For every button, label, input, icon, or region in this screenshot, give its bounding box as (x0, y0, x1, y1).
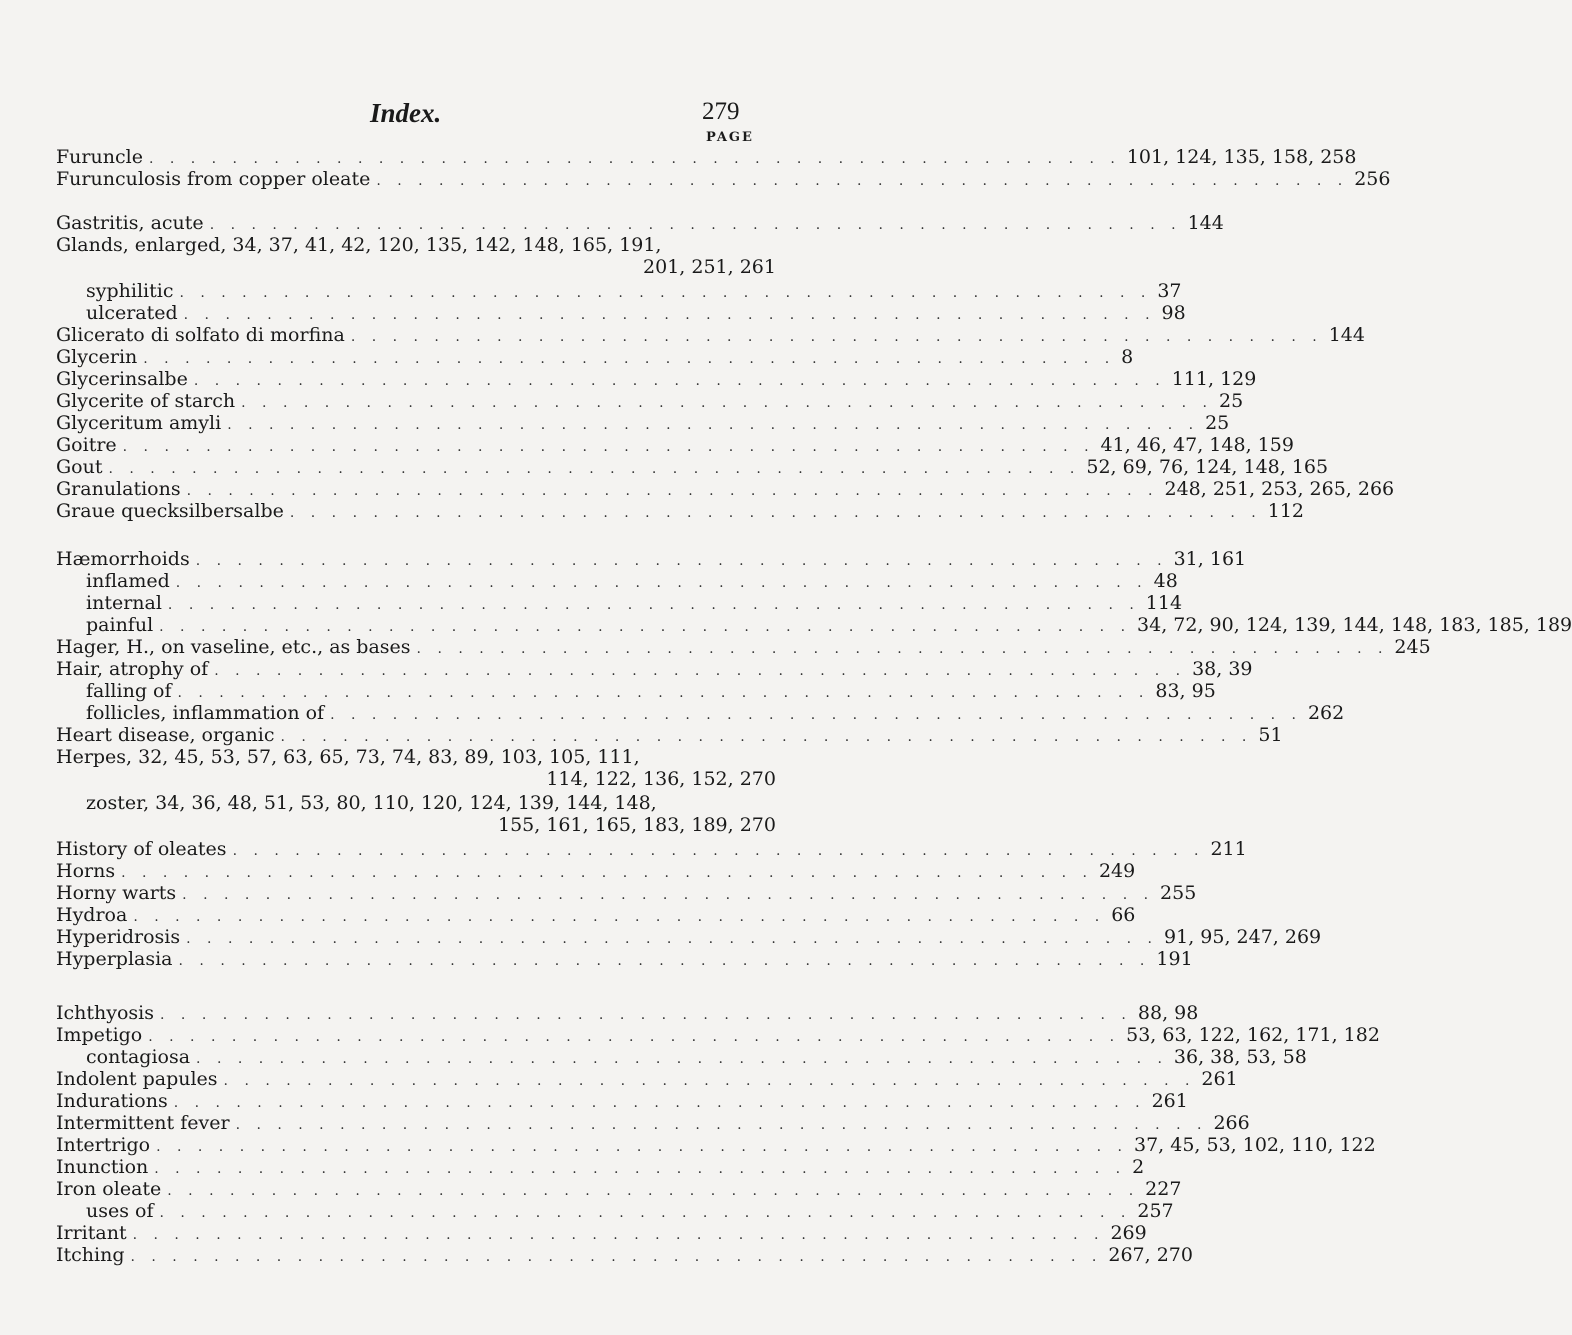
dot-leader: . . . . . . . . . . . . . . . . . . . . . . . . . . . . . . . . . . . . . . . . . . . . . . . (167, 597, 1140, 613)
index-pages: 8 (1121, 346, 1134, 368)
index-entry (56, 1090, 1188, 1112)
index-pages: 245 (1394, 636, 1431, 658)
index-term: Hyperidrosis (56, 926, 181, 948)
index-term: follicles, inflammation of (86, 702, 325, 724)
index-entry (56, 860, 1136, 882)
index-pages: 261 (1201, 1068, 1238, 1090)
dot-leader: . . . . . . . . . . . . . . . . . . . . . . . . . . . . . . . . . . . . . . . . . . . . . . . (209, 217, 1182, 233)
dot-leader: . . . . . . . . . . . . . . . . . . . . . . . . . . . . . . . . . . . . . . . . . . . . . . . (177, 685, 1150, 701)
index-entry (56, 948, 1193, 970)
index-term: History of oleates (56, 838, 227, 860)
index-pages: 248, 251, 253, 265, 266 (1164, 478, 1395, 500)
index-entry (56, 1244, 1193, 1266)
index-term: Hager, H., on vaseline, etc., as bases (56, 636, 411, 658)
index-entry (56, 346, 1134, 368)
running-title: Index. (370, 98, 442, 128)
index-term: zoster, 34, 36, 48, 51, 53, 80, 110, 120, 124, 139, 144, 148, (86, 792, 657, 814)
dot-leader: . . . . . . . . . . . . . . . . . . . . . . . . . . . . . . . . . . . . . . . . . . . . . . . (416, 641, 1389, 657)
index-pages: 144 (1328, 324, 1365, 346)
index-pages: 53, 63, 122, 162, 171, 182 (1126, 1024, 1380, 1046)
index-pages-continued: 201, 251, 261 (643, 256, 776, 278)
dot-leader: . . . . . . . . . . . . . . . . . . . . . . . . . . . . . . . . . . . . . . . . . . . . . . . (186, 931, 1159, 947)
index-pages: 267, 270 (1108, 1244, 1193, 1266)
page-label: PAGE (706, 130, 754, 145)
index-term: ulcerated (86, 302, 178, 324)
index-pages: 191 (1156, 948, 1193, 970)
index-term: Horns (56, 860, 116, 882)
index-term: Gout (56, 456, 103, 478)
index-term: inflamed (86, 570, 170, 592)
index-entry (56, 636, 1431, 658)
index-term: Heart disease, organic (56, 724, 275, 746)
index-pages: 261 (1151, 1090, 1188, 1112)
index-pages: 227 (1145, 1178, 1182, 1200)
index-pages: 256 (1354, 168, 1391, 190)
index-entry (56, 904, 1136, 926)
dot-leader: . . . . . . . . . . . . . . . . . . . . . . . . . . . . . . . . . . . . . . . . . . . . . . . (173, 1095, 1146, 1111)
index-pages: 98 (1161, 302, 1186, 324)
index-pages: 48 (1153, 570, 1178, 592)
dot-leader: . . . . . . . . . . . . . . . . . . . . . . . . . . . . . . . . . . . . . . . . . . . . . . . (156, 1139, 1128, 1155)
index-term: Intermittent fever (56, 1112, 230, 1134)
index-term: Hæmorrhoids (56, 548, 190, 570)
index-pages: 2 (1132, 1156, 1145, 1178)
index-subentry (86, 614, 1572, 636)
dot-leader: . . . . . . . . . . . . . . . . . . . . . . . . . . . . . . . . . . . . . . . . . . . . . . . (183, 307, 1156, 323)
index-pages: 52, 69, 76, 124, 148, 165 (1086, 456, 1329, 478)
index-pages: 31, 161 (1173, 548, 1247, 570)
index-pages: 36, 38, 53, 58 (1173, 1046, 1307, 1068)
index-entry (56, 1112, 1250, 1134)
index-term: Ichthyosis (56, 1002, 155, 1024)
index-pages: 66 (1111, 904, 1136, 926)
index-term: internal (86, 592, 162, 614)
dot-leader: . . . . . . . . . . . . . . . . . . . . . . . . . . . . . . . . . . . . . . . . . . . . . . . (143, 351, 1116, 367)
index-pages: 266 (1213, 1112, 1250, 1134)
index-term: Glycerin (56, 346, 138, 368)
index-entry (56, 412, 1230, 434)
dot-leader: . . . . . . . . . . . . . . . . . . . . . . . . . . . . . . . . . . . . . . . . . . . . . . . (121, 865, 1093, 881)
index-term: Intertrigo (56, 1134, 151, 1156)
index-entry (56, 390, 1244, 412)
dot-leader: . . . . . . . . . . . . . . . . . . . . . . . . . . . . . . . . . . . . . . . . . . . . . . . (223, 1073, 1196, 1089)
index-pages-continued: 114, 122, 136, 152, 270 (546, 768, 776, 790)
index-entry (56, 1024, 1380, 1046)
index-entry (56, 324, 1365, 346)
index-entry (56, 1178, 1182, 1200)
index-subentry (86, 570, 1178, 592)
index-term: Furuncle (56, 146, 143, 168)
dot-leader: . . . . . . . . . . . . . . . . . . . . . . . . . . . . . . . . . . . . . . . . . . . . . . . (196, 1051, 1168, 1067)
dot-leader: . . . . . . . . . . . . . . . . . . . . . . . . . . . . . . . . . . . . . . . . . . . . . . . (193, 373, 1166, 389)
index-entry (56, 500, 1305, 522)
index-subentry (86, 592, 1183, 614)
index-term: uses of (86, 1200, 154, 1222)
index-pages: 144 (1187, 212, 1224, 234)
index-term: Graue quecksilbersalbe (56, 500, 284, 522)
index-term: contagiosa (86, 1046, 191, 1068)
index-subentry (86, 1200, 1174, 1222)
index-term: Glyceritum amyli (56, 412, 222, 434)
index-entry (56, 456, 1329, 478)
index-term: syphilitic (86, 280, 174, 302)
index-term: Irritant (56, 1222, 127, 1244)
index-pages: 51 (1258, 724, 1283, 746)
index-term: Impetigo (56, 1024, 143, 1046)
index-subentry (86, 702, 1345, 724)
index-pages: 262 (1307, 702, 1345, 724)
index-term: Glycerinsalbe (56, 368, 188, 390)
dot-leader: . . . . . . . . . . . . . . . . . . . . . . . . . . . . . . . . . . . . . . . . . . . . . . . (179, 285, 1152, 301)
index-term: Hydroa (56, 904, 128, 926)
dot-leader: . . . . . . . . . . . . . . . . . . . . . . . . . . . . . . . . . . . . . . . . . . . . . . . (289, 505, 1262, 521)
index-entry (56, 1002, 1199, 1024)
index-subentry (86, 792, 776, 814)
index-subentry (86, 1046, 1307, 1068)
index-term: Indolent papules (56, 1068, 218, 1090)
dot-leader: . . . . . . . . . . . . . . . . . . . . . . . . . . . . . . . . . . . . . . . . . . . . . . . (148, 1029, 1121, 1045)
index-term: Glands, enlarged, 34, 37, 41, 42, 120, 135, 142, 148, 165, 191, (56, 234, 662, 256)
index-entry (56, 1068, 1238, 1090)
index-term: falling of (86, 680, 172, 702)
index-subentry (86, 680, 1216, 702)
index-pages: 37 (1157, 280, 1182, 302)
index-entry (56, 1134, 1376, 1156)
index-entry (56, 146, 1357, 168)
index-pages: 37, 45, 53, 102, 110, 122 (1133, 1134, 1376, 1156)
dot-leader: . . . . . . . . . . . . . . . . . . . . . . . . . . . . . . . . . . . . . . . . . . . . . . . (108, 461, 1081, 477)
index-pages: 34, 72, 90, 124, 139, 144, 148, 183, 185, 189 (1137, 614, 1572, 636)
index-term: Indurations (56, 1090, 168, 1112)
index-entry (56, 368, 1257, 390)
index-pages: 111, 129 (1171, 368, 1257, 390)
index-entry (56, 234, 776, 256)
dot-leader: . . . . . . . . . . . . . . . . . . . . . . . . . . . . . . . . . . . . . . . . . . . . . . . (235, 1117, 1208, 1133)
index-pages: 41, 46, 47, 148, 159 (1100, 434, 1294, 456)
dot-leader: . . . . . . . . . . . . . . . . . . . . . . . . . . . . . . . . . . . . . . . . . . . . . . . (350, 329, 1323, 345)
dot-leader: . . . . . . . . . . . . . . . . . . . . . . . . . . . . . . . . . . . . . . . . . . . . . . . (159, 1205, 1132, 1221)
dot-leader: . . . . . . . . . . . . . . . . . . . . . . . . . . . . . . . . . . . . . . . . . . . . . . . (227, 417, 1200, 433)
dot-leader: . . . . . . . . . . . . . . . . . . . . . . . . . . . . . . . . . . . . . . . . . . . . . . . (132, 1227, 1105, 1243)
index-term: Goitre (56, 434, 117, 456)
index-entry (56, 724, 1283, 746)
dot-leader: . . . . . . . . . . . . . . . . . . . . . . . . . . . . . . . . . . . . . . . . . . . . . . . (175, 575, 1148, 591)
dot-leader: . . . . . . . . . . . . . . . . . . . . . . . . . . . . . . . . . . . . . . . . . . . . . . . (232, 843, 1205, 859)
index-pages: 25 (1205, 412, 1230, 434)
dot-leader: . . . . . . . . . . . . . . . . . . . . . . . . . . . . . . . . . . . . . . . . . . . . . . . (214, 663, 1187, 679)
index-pages: 255 (1160, 882, 1197, 904)
index-term: Herpes, 32, 45, 53, 57, 63, 65, 73, 74, 83, 89, 103, 105, 111, (56, 746, 640, 768)
dot-leader: . . . . . . . . . . . . . . . . . . . . . . . . . . . . . . . . . . . . . . . . . . . . . . . (330, 707, 1302, 723)
index-term: Granulations (56, 478, 181, 500)
index-pages: 88, 98 (1137, 1002, 1199, 1024)
dot-leader: . . . . . . . . . . . . . . . . . . . . . . . . . . . . . . . . . . . . . . . . . . . . . . . (178, 953, 1151, 969)
index-entry (56, 926, 1322, 948)
dot-leader: . . . . . . . . . . . . . . . . . . . . . . . . . . . . . . . . . . . . . . . . . . . . . . . (159, 619, 1132, 635)
index-subentry (86, 280, 1182, 302)
index-entry (56, 746, 776, 768)
dot-leader: . . . . . . . . . . . . . . . . . . . . . . . . . . . . . . . . . . . . . . . . . . . . . . . (376, 173, 1349, 189)
dot-leader: . . . . . . . . . . . . . . . . . . . . . . . . . . . . . . . . . . . . . . . . . . . . . . . (122, 439, 1095, 455)
index-entry (56, 838, 1247, 860)
index-pages: 101, 124, 135, 158, 258 (1126, 146, 1357, 168)
index-term: Iron oleate (56, 1178, 162, 1200)
index-term: Horny warts (56, 882, 177, 904)
dot-leader: . . . . . . . . . . . . . . . . . . . . . . . . . . . . . . . . . . . . . . . . . . . . . . . (182, 887, 1155, 903)
index-term: Gastritis, acute (56, 212, 204, 234)
index-pages: 91, 95, 247, 269 (1164, 926, 1322, 948)
index-pages: 249 (1098, 860, 1136, 882)
index-term: Glicerato di solfato di morfina (56, 324, 345, 346)
dot-leader: . . . . . . . . . . . . . . . . . . . . . . . . . . . . . . . . . . . . . . . . . . . . . . . (148, 151, 1121, 167)
dot-leader: . . . . . . . . . . . . . . . . . . . . . . . . . . . . . . . . . . . . . . . . . . . . . . . (186, 483, 1159, 499)
dot-leader: . . . . . . . . . . . . . . . . . . . . . . . . . . . . . . . . . . . . . . . . . . . . . . . (241, 395, 1214, 411)
index-term: painful (86, 614, 154, 636)
dot-leader: . . . . . . . . . . . . . . . . . . . . . . . . . . . . . . . . . . . . . . . . . . . . . . . (167, 1183, 1140, 1199)
index-entry (56, 212, 1224, 234)
index-pages: 83, 95 (1155, 680, 1216, 702)
index-term: Inunction (56, 1156, 149, 1178)
index-term: Glycerite of starch (56, 390, 236, 412)
index-entry (56, 1222, 1147, 1244)
index-entry (56, 1156, 1145, 1178)
dot-leader: . . . . . . . . . . . . . . . . . . . . . . . . . . . . . . . . . . . . . . . . . . . . . . . (160, 1007, 1132, 1023)
index-pages: 257 (1137, 1200, 1174, 1222)
index-pages: 211 (1210, 838, 1247, 860)
index-term: Hair, atrophy of (56, 658, 209, 680)
index-term: Hyperplasia (56, 948, 173, 970)
page-number: 279 (702, 98, 740, 125)
index-pages: 112 (1267, 500, 1305, 522)
dot-leader: . . . . . . . . . . . . . . . . . . . . . . . . . . . . . . . . . . . . . . . . . . . . . . . (280, 729, 1253, 745)
index-entry (56, 882, 1197, 904)
index-pages: 25 (1219, 390, 1244, 412)
index-pages-continued: 155, 161, 165, 183, 189, 270 (498, 814, 776, 836)
index-entry (56, 658, 1253, 680)
index-pages: 38, 39 (1192, 658, 1253, 680)
index-pages: 269 (1110, 1222, 1147, 1244)
index-subentry (86, 302, 1186, 324)
index-term: Furunculosis from copper oleate (56, 168, 371, 190)
index-entry (56, 168, 1391, 190)
index-entry (56, 548, 1247, 570)
dot-leader: . . . . . . . . . . . . . . . . . . . . . . . . . . . . . . . . . . . . . . . . . . . . . . . (154, 1161, 1127, 1177)
dot-leader: . . . . . . . . . . . . . . . . . . . . . . . . . . . . . . . . . . . . . . . . . . . . . . . (195, 553, 1168, 569)
index-entry (56, 478, 1395, 500)
index-pages: 114 (1145, 592, 1183, 614)
dot-leader: . . . . . . . . . . . . . . . . . . . . . . . . . . . . . . . . . . . . . . . . . . . . . . . (130, 1249, 1103, 1265)
dot-leader: . . . . . . . . . . . . . . . . . . . . . . . . . . . . . . . . . . . . . . . . . . . . . . . (133, 909, 1106, 925)
index-entry (56, 434, 1294, 456)
index-term: Itching (56, 1244, 125, 1266)
